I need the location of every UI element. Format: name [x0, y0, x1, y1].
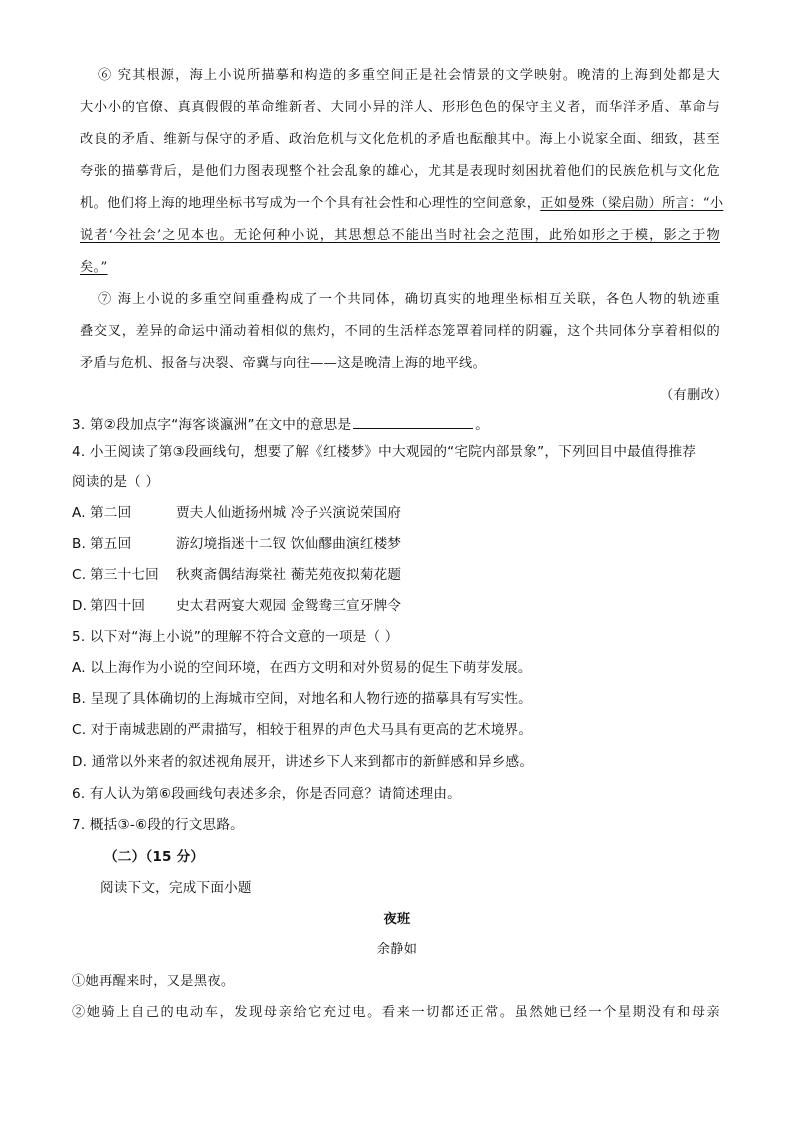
option-chapter: 第四十回 [90, 598, 146, 614]
option-d: D. 通常以外来者的叙述视角展开，讲述乡下人来到都市的新鲜感和异乡感。 [72, 754, 534, 770]
reading-instruction: 阅读下文，完成下面小题 [100, 880, 252, 896]
paragraph-7-line-3: 矛盾与危机、报备与决裂、帝冀与向往——这是晚清上海的地平线。 [80, 356, 487, 371]
paragraph-6-line-1: ⑥ 究其根源，海上小说所描摹和构造的多重空间正是社会情景的文学映射。晚清的上海到处都是大 [98, 68, 720, 83]
option-c: C. 对于南城悲剧的严肃描写，相较于租界的声色犬马具有更高的艺术境界。 [72, 722, 533, 738]
section-heading: （二）（15 分） [104, 849, 205, 865]
answer-blank[interactable] [353, 415, 473, 429]
paragraph-6-line-5 [80, 196, 724, 211]
story-title: 夜班 [383, 912, 411, 927]
option-b: B. 呈现了具体确切的上海城市空间，对地名和人物行迹的描摹具有写实性。 [72, 691, 532, 707]
option-title: 贾夫人仙逝扬州城 冷子兴演说荣国府 [176, 505, 402, 521]
question-4-line-1: 4. 小王阅读了第③段画线句，想要了解《红楼梦》中大观园的“宅院内部景象”，下列回目中最值得推荐 [72, 444, 697, 460]
option-chapter: 第三十七回 [90, 567, 159, 583]
option-title: 游幻境指迷十二钗 饮仙醪曲演红楼梦 [176, 536, 402, 552]
question-3 [72, 415, 489, 433]
option-chapter: 第二回 [90, 505, 132, 521]
option-letter: D. [72, 598, 88, 614]
option-letter: B. [72, 536, 87, 552]
option-a [72, 507, 401, 521]
option-letter: C. [72, 567, 87, 583]
question-5: 5. 以下对“海上小说”的理解不符合文意的一项是（ ） [72, 629, 399, 645]
option-title: 秋爽斋偶结海棠社 蘅芜苑夜拟菊花题 [176, 567, 402, 583]
underlined-sentence-end: 矣。” [80, 260, 108, 275]
option-chapter: 第五回 [90, 536, 132, 552]
option-d [72, 600, 401, 614]
story-author: 余静如 [376, 942, 418, 957]
story-paragraph-2: ②她骑上自己的电动车，发现母亲给它充过电。看来一切都还正常。虽然她已经一个星期没有和母亲 [72, 1005, 720, 1020]
question-4-line-2: 阅读的是（ ） [72, 474, 160, 490]
paragraph-6-line-2: 大小小的官僚、真真假假的革命维新者、大同小异的洋人、形形色色的保守主义者，而华洋矛盾、革命与 [80, 100, 720, 115]
story-paragraph-1: ①她再醒来时，又是黑夜。 [72, 974, 235, 989]
option-c [72, 569, 401, 583]
paragraph-7-line-2: 叠交叉，差异的命运中涌动着相似的焦灼，不同的生活样态笼罩着同样的阴霾，这个共同体分享着相似的 [80, 324, 720, 339]
abridged-note: （有删改） [660, 388, 728, 403]
option-a: A. 以上海作为小说的空间环境，在西方文明和对外贸易的促生下萌芽发展。 [72, 660, 532, 676]
question-6: 6. 有人认为第⑥段画线句表述多余，你是否同意？请简述理由。 [72, 786, 461, 802]
question-3-stem: 3. 第②段加点字“海客谈瀛洲”在文中的意思是 [72, 417, 352, 433]
option-b [72, 538, 401, 552]
question-7: 7. 概括③-⑥段的行文思路。 [72, 817, 244, 833]
paragraph-6-line-5-plain: 机。他们将上海的地理坐标书写成为一个个具有社会性和心理性的空间意象， [80, 196, 541, 211]
paragraph-7-line-1: ⑦ 海上小说的多重空间重叠构成了一个共同体，确切真实的地理坐标相互关联，各色人物的轨迹重 [98, 292, 720, 307]
paragraph-6-line-4: 夸张的描摹背后，是他们力图表现整个社会乱象的雄心，尤其是表现时刻困扰着他们的民族危机与文化危 [80, 164, 720, 179]
underlined-sentence-middle: 说者‘今社会’之见本也。无论何种小说，其思想总不能出当时社会之范围，此殆如形之于模，影之于物 [80, 228, 720, 243]
underlined-sentence-start: 正如曼殊（梁启勋）所言：“小 [540, 196, 724, 211]
option-letter: A. [72, 505, 86, 521]
paragraph-6-line-3: 改良的矛盾、维新与保守的矛盾、政治危机与文化危机的矛盾也酝酿其中。海上小说家全面、细致，甚至 [80, 132, 720, 147]
question-3-end: 。 [475, 417, 490, 433]
option-title: 史太君两宴大观园 金鸳鸯三宣牙牌令 [176, 598, 402, 614]
